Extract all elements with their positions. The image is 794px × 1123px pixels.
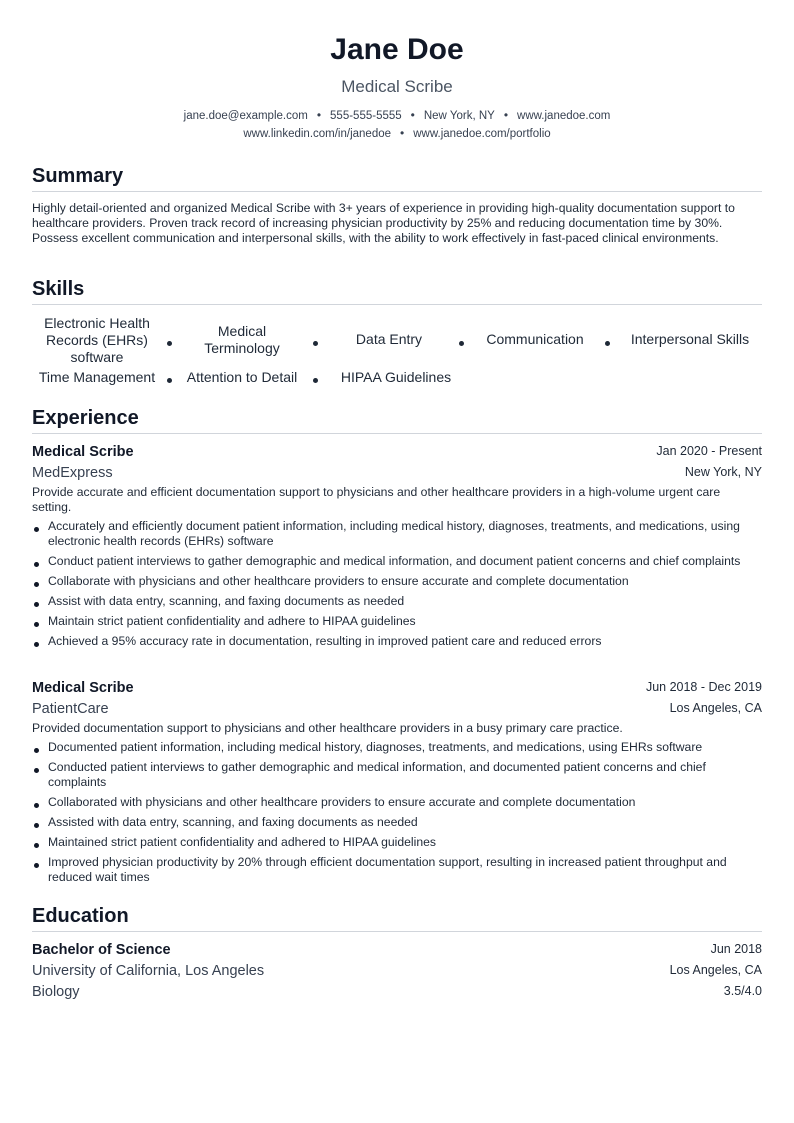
job-company: PatientCare [32, 701, 109, 717]
list-item: Improved physician productivity by 20% through efficient documentation support, resulting in increased patient throughput and reduced wait times [32, 855, 762, 885]
skill-item: HIPAA Guidelines [340, 369, 452, 385]
skill-item: Data Entry [355, 331, 423, 347]
skill-item: Attention to Detail [186, 369, 298, 385]
contact-line-1 [32, 107, 762, 124]
job-header [32, 679, 762, 697]
list-item: Maintain strict patient confidentiality and adhere to HIPAA guidelines [32, 614, 762, 629]
education-field: Biology [32, 984, 80, 1000]
job-description: Provide accurate and efficient documentation support to physicians and other healthcare providers in a high-volume urgent care setting. [32, 485, 721, 514]
location-text: New York, NY [423, 110, 495, 122]
list-item: Conducted patient interviews to gather demographic and medical information, and documented patient concerns and chief complaints [32, 760, 762, 790]
skill-separator-dot [605, 341, 610, 346]
job-dates: Jan 2020 - Present [656, 444, 762, 458]
job-location: Los Angeles, CA [669, 701, 762, 715]
email-link[interactable]: jane.doe@example.com [183, 110, 308, 122]
list-item: Collaborate with physicians and other healthcare providers to ensure accurate and complete documentation [32, 574, 762, 589]
skill-separator-dot [167, 341, 172, 346]
job-role: Medical Scribe [32, 444, 134, 460]
skill-item: Interpersonal Skills [630, 331, 750, 347]
separator: • [410, 108, 415, 122]
skills-heading: Skills [32, 276, 762, 305]
candidate-title: Medical Scribe [341, 77, 453, 96]
education-location: Los Angeles, CA [669, 963, 762, 977]
summary-heading: Summary [32, 163, 762, 192]
list-item: Accurately and efficiently document patient information, including medical history, diagnoses, treatments, and medications, using electronic health records (EHRs) software [32, 519, 762, 549]
skill-item: Time Management [38, 369, 156, 385]
job-bullets [32, 740, 762, 890]
list-item: Conduct patient interviews to gather demographic and medical information, and document patient concerns and chief complaints [32, 554, 762, 569]
list-item: Assisted with data entry, scanning, and faxing documents as needed [32, 815, 762, 830]
education-degree: Bachelor of Science [32, 942, 171, 958]
list-item: Documented patient information, including medical history, diagnoses, treatments, and medications, using EHRs software [32, 740, 762, 755]
list-item: Maintained strict patient confidentiality and adhered to HIPAA guidelines [32, 835, 762, 850]
linkedin-link[interactable]: www.linkedin.com/in/janedoe [243, 128, 392, 140]
job-description: Provided documentation support to physicians and other healthcare providers in a busy primary care practice. [32, 721, 623, 735]
separator: • [316, 108, 322, 122]
job-header [32, 443, 762, 461]
list-item: Collaborated with physicians and other healthcare providers to ensure accurate and complete documentation [32, 795, 762, 810]
skill-separator-dot [167, 378, 172, 383]
job-bullets [32, 519, 762, 654]
list-item: Achieved a 95% accuracy rate in documentation, resulting in improved patient care and reduced errors [32, 634, 762, 649]
skills-list [32, 314, 762, 374]
skill-separator-dot [313, 378, 318, 383]
job-company: MedExpress [32, 465, 113, 481]
candidate-name: Jane Doe [330, 33, 464, 66]
job-role: Medical Scribe [32, 680, 134, 696]
education-date: Jun 2018 [710, 942, 762, 956]
education-gpa: 3.5/4.0 [723, 984, 762, 998]
education-school: University of California, Los Angeles [32, 963, 265, 979]
skill-item: Medical Terminology [204, 323, 280, 356]
skill-separator-dot [459, 341, 464, 346]
job-company-row [32, 700, 762, 718]
job-location: New York, NY [684, 465, 762, 479]
portfolio-link[interactable]: www.janedoe.com/portfolio [413, 128, 551, 140]
contact-line-2 [32, 125, 762, 142]
separator: • [400, 126, 405, 140]
list-item: Assist with data entry, scanning, and faxing documents as needed [32, 594, 762, 609]
education-degree-row [32, 941, 762, 959]
skill-separator-dot [313, 341, 318, 346]
experience-heading: Experience [32, 405, 762, 434]
website-link[interactable]: www.janedoe.com [517, 110, 611, 122]
education-school-row [32, 962, 762, 980]
education-field-row [32, 983, 762, 1001]
skill-item: Communication [486, 331, 584, 347]
separator: • [503, 108, 509, 122]
job-dates: Jun 2018 - Dec 2019 [645, 680, 762, 694]
skill-item: Electronic Health Records (EHRs) software [44, 315, 150, 365]
skills-list-row-2 [32, 369, 762, 389]
job-company-row [32, 464, 762, 482]
phone-text: 555-555-5555 [330, 110, 402, 122]
summary-text: Highly detail-oriented and organized Medical Scribe with 3+ years of experience in providing high-quality documentation support to healthcare providers. Proven track record of increasing physician productivity by 25% and reducing documentation time by 30%. Possess excellent communication and interpersonal skills, with the ability to work effectively in fast-paced clinical environments. [32, 201, 735, 245]
education-heading: Education [32, 903, 762, 932]
